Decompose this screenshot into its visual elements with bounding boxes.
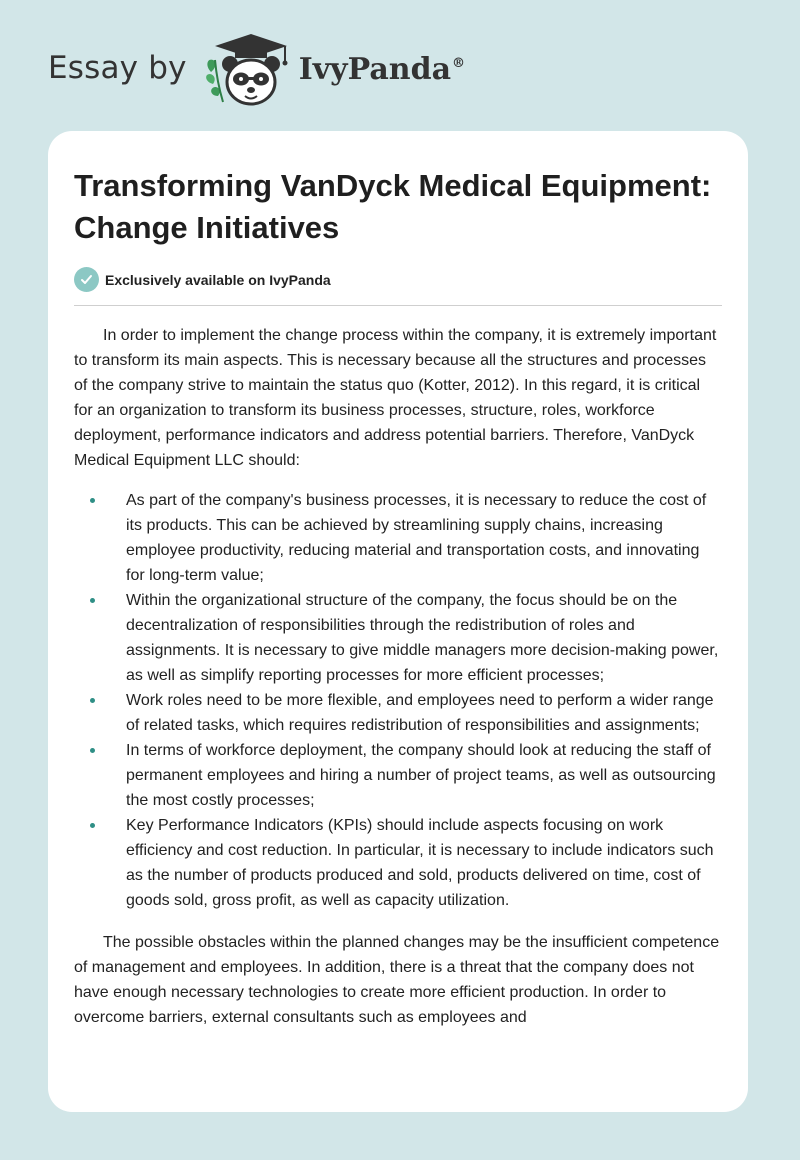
list-item: Within the organizational structure of the company, the focus should be on the decentralization of responsibilities through the redistribution of roles and assignments. It is necessary to give middle managers more decision-making power, as well as simplify reporting processes for more efficient processes; [74,588,722,688]
divider [74,305,722,306]
closing-paragraph: The possible obstacles within the planned changes may be the insufficient competence of management and employees. In addition, there is a threat that the company does not have enough necessary technologies to create more efficient production. In order to overcome barriers, external consultants such as employees and [74,934,720,1026]
essay-by-label: Essay by [48,50,187,86]
bullet-icon [90,598,95,603]
registered-mark: ® [452,55,466,71]
list-item: Key Performance Indicators (KPIs) should include aspects focusing on work efficiency and cost reduction. In particular, it is necessary to include indicators such as the number of products produced and sold, products delivered on time, cost of goods sold, gross profit, as well as capacity utilization. [74,813,722,913]
exclusive-badge [74,267,722,292]
bullet-list [74,488,722,913]
intro-paragraph: In order to implement the change process within the company, it is extremely important to transform its main aspects. This is necessary because all the structures and processes of the company strive to maintain the status quo (Kotter, 2012). In this regard, it is critical for an organization to transform its business processes, structure, roles, workforce deployment, performance indicators and address potential barriers. Therefore, VanDyck Medical Equipment LLC should: [74,327,717,469]
brand-name[interactable]: IvyPanda® [298,51,466,87]
bullet-icon [90,498,95,503]
site-header [48,32,465,112]
list-item: As part of the company's business processes, it is necessary to reduce the cost of its products. This can be achieved by streamlining supply chains, increasing employee productivity, reducing material and transportation costs, and innovating for long-term value; [74,488,722,588]
list-item: Work roles need to be more flexible, and employees need to perform a wider range of related tasks, which requires redistribution of responsibilities and assignments; [74,688,722,738]
list-item: In terms of workforce deployment, the company should look at reducing the staff of permanent employees and hiring a number of project teams, as well as outsourcing the most costly processes; [74,738,722,813]
bullet-icon [90,698,95,703]
page-title: Transforming VanDyck Medical Equipment: Change Initiatives [74,168,712,245]
badge-text: Exclusively available on IvyPanda [105,271,331,288]
ivypanda-logo-icon[interactable] [201,32,293,112]
essay-card [48,131,748,1112]
bullet-icon [90,748,95,753]
check-icon [74,267,99,292]
bullet-icon [90,823,95,828]
